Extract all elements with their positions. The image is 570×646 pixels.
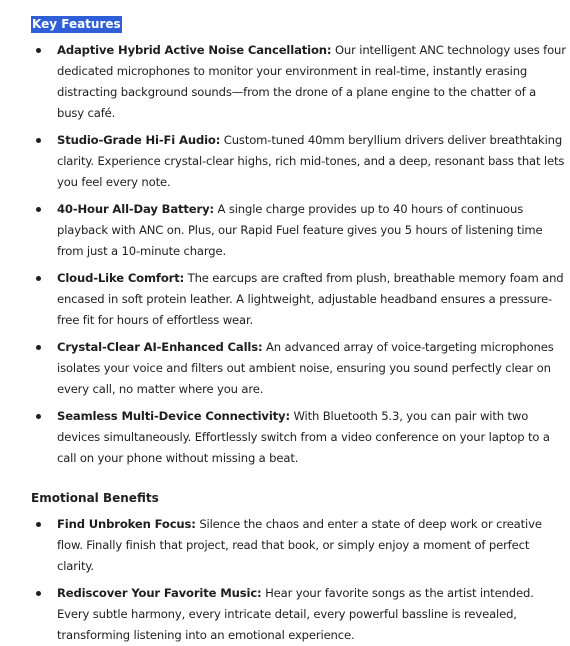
key-features-heading[interactable] <box>31 15 122 33</box>
bullet-icon <box>36 207 41 212</box>
feature-description: A single charge provides up to 40 hours of continuous playback with ANC on. Plus, our Rapid Fuel feature gives you 5 hours of listening time from just a 10-minute charge. <box>57 202 543 258</box>
list-item <box>0 40 570 124</box>
bullet-icon <box>36 345 41 350</box>
feature-title: Cloud-Like Comfort: <box>57 271 185 285</box>
list-item <box>0 268 570 331</box>
benefit-title: Rediscover Your Favorite Music: <box>57 586 262 600</box>
bullet-icon <box>36 276 41 281</box>
key-features-list <box>0 40 570 469</box>
list-item <box>0 199 570 262</box>
feature-description: Custom-tuned 40mm beryllium drivers deliver breathtaking clarity. Experience crystal-clear highs, rich mid-tones, and a deep, resonant bass that lets you feel every note. <box>57 133 565 189</box>
bullet-icon <box>36 414 41 419</box>
feature-description: Our intelligent ANC technology uses four dedicated microphones to monitor your environment in real-time, instantly erasing distracting background sounds—from the drone of a plane engine to the chatter of a busy café. <box>57 43 566 120</box>
list-item <box>0 514 570 577</box>
feature-title: Studio-Grade Hi-Fi Audio: <box>57 133 221 147</box>
feature-description: With Bluetooth 5.3, you can pair with two devices simultaneously. Effortlessly switch from a video conference on your laptop to a call on your phone without missing a beat. <box>57 409 550 465</box>
bullet-icon <box>36 138 41 143</box>
feature-description: The earcups are crafted from plush, breathable memory foam and encased in soft protein leather. A lightweight, adjustable headband ensures a pressure-free fit for hours of effortless wear. <box>57 271 564 327</box>
benefit-description: Hear your favorite songs as the artist intended. Every subtle harmony, every intricate detail, every powerful bassline is revealed, transforming listening into an emotional experience. <box>57 586 534 642</box>
bullet-icon <box>36 591 41 596</box>
feature-title: Crystal-Clear AI-Enhanced Calls: <box>57 340 263 354</box>
list-item <box>0 130 570 193</box>
emotional-benefits-heading: Emotional Benefits <box>31 491 159 505</box>
feature-title: Seamless Multi-Device Connectivity: <box>57 409 290 423</box>
list-item <box>0 337 570 400</box>
benefit-title: Find Unbroken Focus: <box>57 517 196 531</box>
bullet-icon <box>36 48 41 53</box>
list-item <box>0 583 570 646</box>
emotional-benefits-list <box>0 514 570 646</box>
key-features-heading-text: Key Features <box>32 17 121 31</box>
feature-title: Adaptive Hybrid Active Noise Cancellation: <box>57 43 332 57</box>
feature-description: An advanced array of voice-targeting microphones isolates your voice and filters out ambient noise, ensuring you sound perfectly clear on every call, no matter where you are. <box>57 340 554 396</box>
benefit-description: Silence the chaos and enter a state of deep work or creative flow. Finally finish that project, read that book, or simply enjoy a moment of perfect clarity. <box>57 517 542 573</box>
bullet-icon <box>36 522 41 527</box>
feature-title: 40-Hour All-Day Battery: <box>57 202 214 216</box>
list-item <box>0 406 570 469</box>
